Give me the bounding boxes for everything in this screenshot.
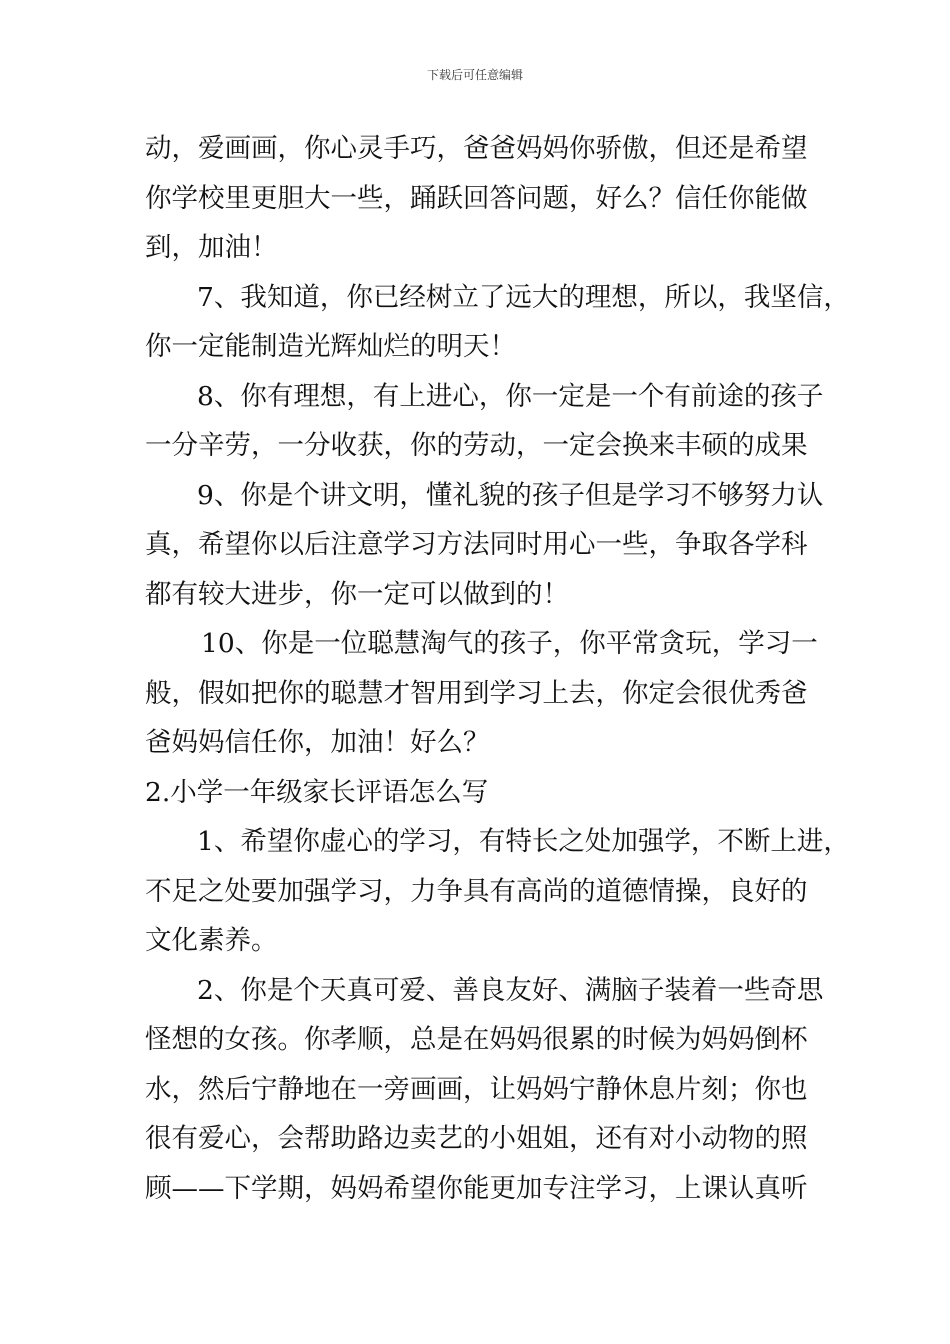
text-line: 都有较大进步，你一定可以做到的！	[145, 578, 569, 610]
text-line: 一分辛劳，一分收获，你的劳动，一定会换来丰硕的成果	[145, 430, 808, 461]
text-line: 9、你是个讲文明，懂礼貌的孩子但是学习不够努力认	[197, 479, 824, 511]
text-line: 你一定能制造光辉灿烂的明天！	[145, 331, 516, 362]
text-line: 8、你有理想，有上进心，你一定是一个有前途的孩子	[197, 380, 824, 412]
text-line: 顾——下学期，妈妈希望你能更加专注学习，上课认真听	[145, 1172, 808, 1204]
page-header: 下载后可任意编辑	[426, 68, 523, 82]
text-line: 10、你是一位聪慧淘气的孩子，你平常贪玩，学习一	[201, 628, 818, 659]
text-line: 到，加油！	[145, 232, 278, 263]
text-line: 7、我知道，你已经树立了远大的理想，所以，我坚信，	[197, 281, 850, 313]
text-line: 动，爱画画，你心灵手巧，爸爸妈妈你骄傲，但还是希望	[145, 133, 808, 164]
document-body	[145, 124, 850, 1213]
section-heading: 2.小学一年级家长评语怎么写	[145, 776, 489, 808]
text-line: 你学校里更胆大一些，踊跃回答问题，好么？信任你能做	[145, 182, 808, 214]
text-line: 文化素养。	[145, 925, 278, 956]
text-line: 水，然后宁静地在一旁画画，让妈妈宁静休息片刻；你也	[145, 1073, 808, 1105]
text-line: 不足之处要加强学习，力争具有高尚的道德情操，良好的	[145, 875, 808, 907]
text-line: 1、希望你虚心的学习，有特长之处加强学，不断上进，	[197, 826, 850, 857]
text-line: 2、你是个天真可爱、善良友好、满脑子装着一些奇思	[197, 974, 824, 1006]
text-line: 爸妈妈信任你，加油！好么？	[145, 727, 490, 758]
text-line: 怪想的女孩。你孝顺，总是在妈妈很累的时候为妈妈倒杯	[145, 1024, 808, 1055]
text-line: 真，希望你以后注意学习方法同时用心一些，争取各学科	[145, 529, 808, 560]
text-line: 很有爱心，会帮助路边卖艺的小姐姐，还有对小动物的照	[145, 1123, 808, 1154]
text-line: 般，假如把你的聪慧才智用到学习上去，你定会很优秀爸	[145, 677, 808, 709]
